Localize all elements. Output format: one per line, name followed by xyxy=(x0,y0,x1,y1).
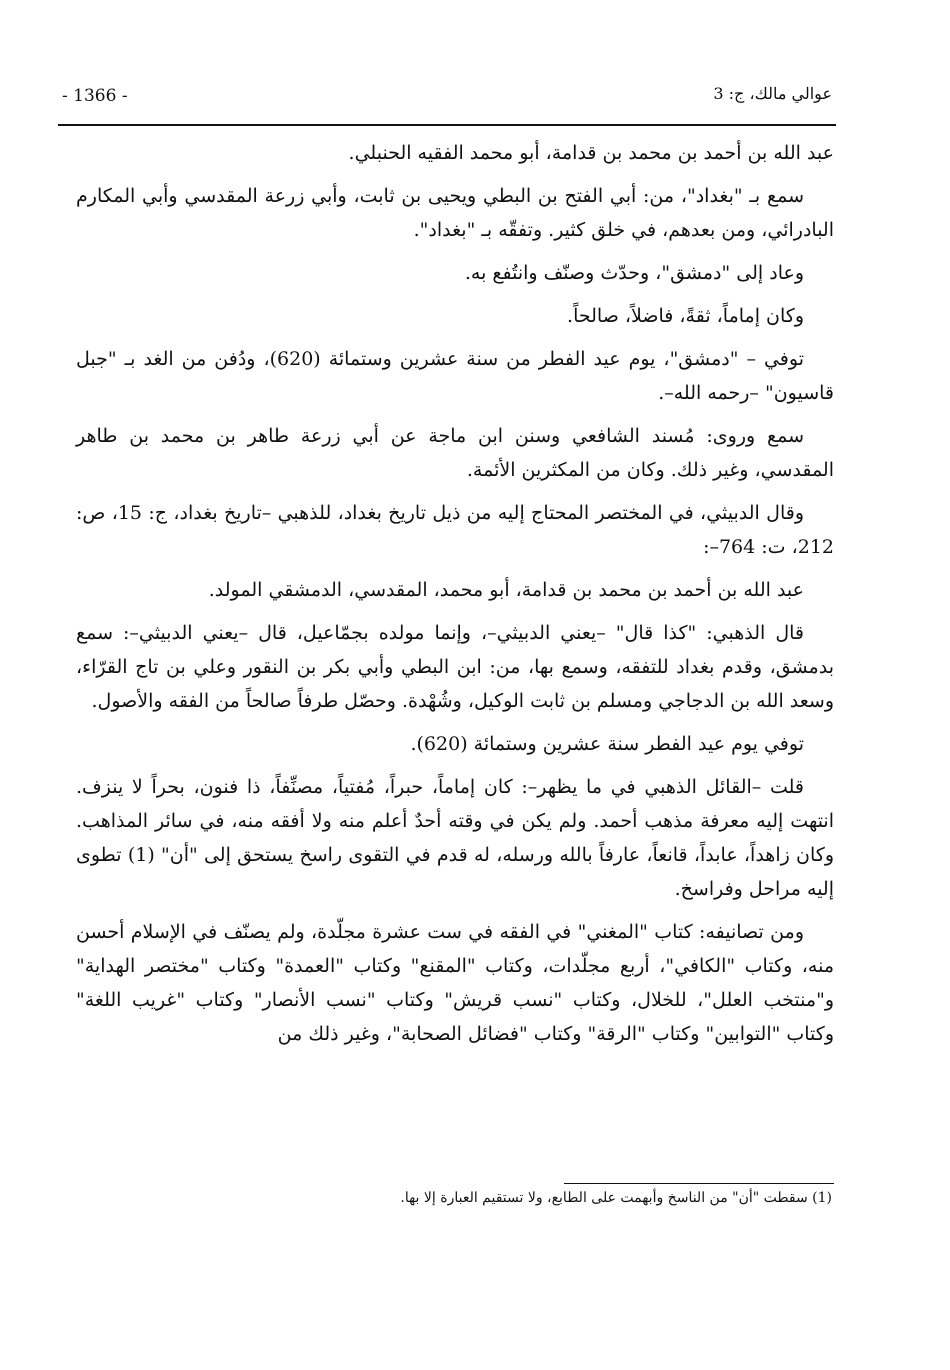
footnote: (1) سقطت "أن" من الناسخ وأبهمت على الطابع، ولا تستقيم العبارة إلا بها. xyxy=(400,1190,832,1206)
paragraph: وعاد إلى "دمشق"، وحدّث وصنّف وانتُفع به. xyxy=(464,262,804,284)
paragraph: سمع بـ "بغداد"، من: أبي الفتح بن البطي ويحيى بن ثابت، وأبي زرعة المقدسي وأبي المكارم البادرائي، ومن بعدهم، في خلق كثير. وتفقّه بـ "بغداد". xyxy=(76,185,834,241)
paragraph: عبد الله بن أحمد بن محمد بن قدامة، أبو محمد، المقدسي، الدمشقي المولد. xyxy=(208,579,804,601)
footnote-rule xyxy=(564,1183,834,1184)
page-number: - 1366 - xyxy=(62,86,128,106)
page-header xyxy=(62,82,832,122)
paragraph: وكان إماماً، ثقةً، فاضلاً، صالحاً. xyxy=(567,305,804,327)
running-title: عوالي مالك، ج: 3 xyxy=(713,84,832,103)
paragraph: عبد الله بن أحمد بن محمد بن قدامة، أبو محمد الفقيه الحنبلي. xyxy=(348,142,834,164)
paragraph: قال الذهبي: "كذا قال" –يعني الدبيثي–، وإنما مولده بجمّاعيل، قال –يعني الدبيثي–: سمع بدمشق، وقدم بغداد للتفقه، وسمع بها، من: ابن البطي وأبي بكر بن النقور وعلي بن تاج القرّاء، وسعد الله بن الدجاجي ومسلم بن ثابت الوكيل، وشُهْدة. وحصّل طرفاً صالحاً من الفقه والأصول. xyxy=(76,622,834,712)
paragraph: توفي يوم عيد الفطر سنة عشرين وستمائة (620). xyxy=(410,733,804,755)
paragraph: قلت –القائل الذهبي في ما يظهر–: كان إماماً، حبراً، مُفتياً، مصنِّفاً، ذا فنون، بحراً لا ينزف. انتهت إليه معرفة مذهب أحمد. ولم يكن في وقته أحدٌ أعلم منه ولا أفقه منه، في سائر المذاهب. وكان زاهداً، عابداً، قانعاً، عارفاً بالله ورسله، له قدم في التقوى راسخ يستحق إلى "أن" (1) تطوى إليه مراحل وفراسخ. xyxy=(76,776,834,900)
main-text xyxy=(76,136,834,1060)
header-rule xyxy=(58,124,836,126)
paragraph: سمع وروى: مُسند الشافعي وسنن ابن ماجة عن أبي زرعة طاهر بن محمد بن طاهر المقدسي، وغير ذلك. وكان من المكثرين الأئمة. xyxy=(76,425,834,481)
paragraph: توفي – "دمشق"، يوم عيد الفطر من سنة عشرين وستمائة (620)، ودُفن من الغد بـ "جبل قاسيون" –رحمه الله–. xyxy=(76,348,834,404)
paragraph: ومن تصانيفه: كتاب "المغني" في الفقه في ست عشرة مجلّدة، ولم يصنّف في الإسلام أحسن منه، وكتاب "الكافي"، أربع مجلّدات، وكتاب "المقنع" وكتاب "العمدة" وكتاب "مختصر الهداية" و"منتخب العلل"، للخلال، وكتاب "نسب قريش" وكتاب "نسب الأنصار" وكتاب "غريب اللغة" وكتاب "التوابين" وكتاب "الرقة" وكتاب "فضائل الصحابة"، وغير ذلك من xyxy=(76,921,834,1045)
paragraph: وقال الدبيثي، في المختصر المحتاج إليه من ذيل تاريخ بغداد، للذهبي –تاريخ بغداد، ج: 15، ص: 212، ت: 764–: xyxy=(76,502,834,558)
